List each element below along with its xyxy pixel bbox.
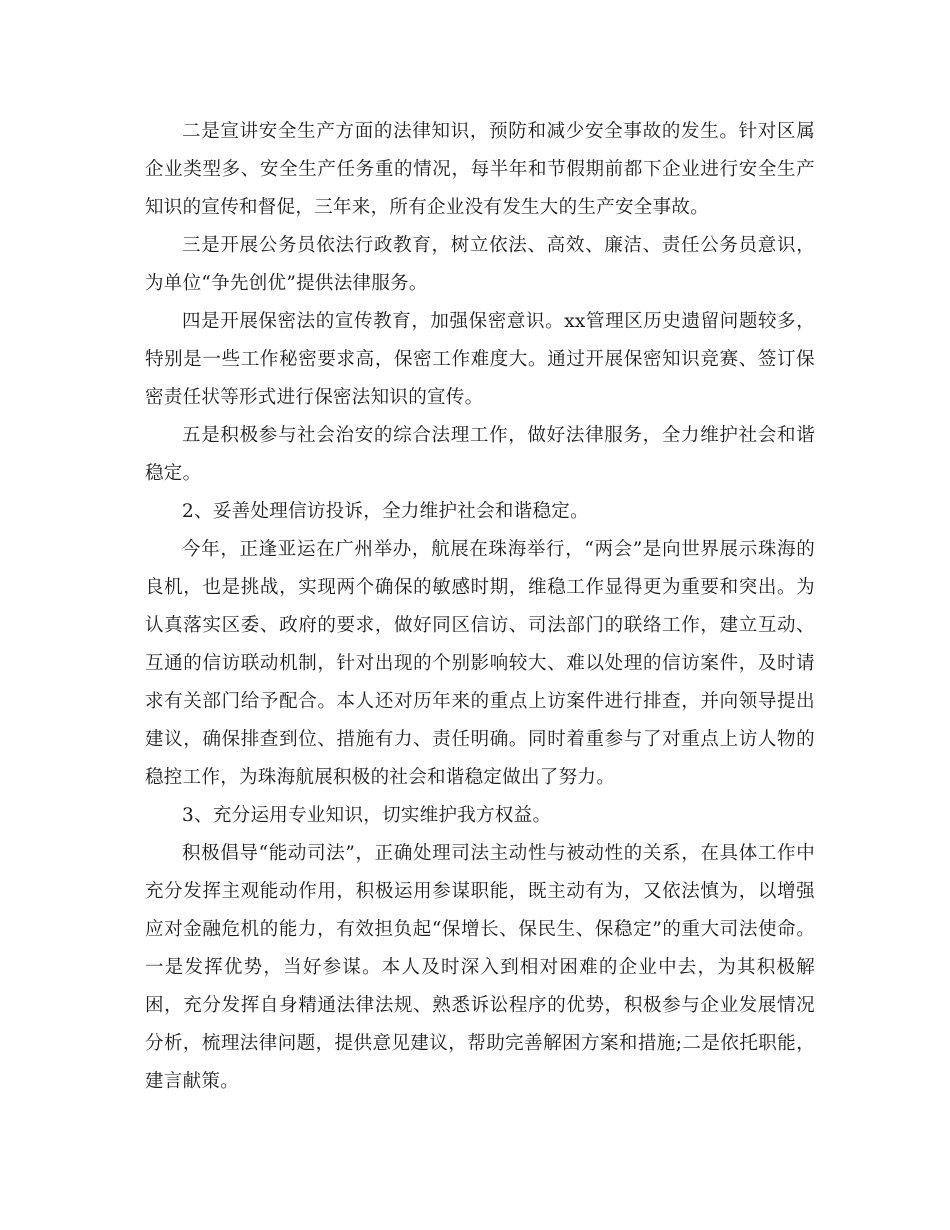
paragraph-petition-handling: 今年，正逢亚运在广州举办，航展在珠海举行，“两会”是向世界展示珠海的良机，也是挑战，实现两个确保的敏感时期，维稳工作显得更为重要和突出。为认真落实区委、政府的要求，做好同区信访、司法部门的联络工作，建立互动、互通的信访联动机制，针对出现的个别影响较大、难以处理的信访案件，及时请求有关部门给予配合。本人还对历年来的重点上访案件进行排查，并向领导提出建议，确保排查到位、措施有力、责任明确。同时着重参与了对重点上访人物的稳控工作，为珠海航展积极的社会和谐稳定做出了努力。 [145,539,815,788]
section-heading-2: 2、妥善处理信访投诉，全力维护社会和谐稳定。 [182,501,589,522]
paragraph-public-security: 五是积极参与社会治安的综合法理工作，做好法律服务，全力维护社会和谐稳定。 [145,425,815,484]
paragraph-civil-servant-education: 三是开展公务员依法行政教育，树立依法、高效、廉洁、责任公务员意识，为单位“争先创优”提供法律服务。 [145,235,815,294]
paragraph-active-judicature: 积极倡导“能动司法”，正确处理司法主动性与被动性的关系，在具体工作中充分发挥主观能动作用，积极运用参谋职能，既主动有为，又依法慎为，以增强应对金融危机的能力，有效担负起“保增长、保民生、保稳定”的重大司法使命。一是发挥优势，当好参谋。本人及时深入到相对困难的企业中去，为其积极解困，充分发挥自身精通法律法规、熟悉诉讼程序的优势，积极参与企业发展情况分析，梳理法律问题，提供意见建议，帮助完善解困方案和措施;二是依托职能，建言献策。 [145,843,815,1092]
section-heading-3: 3、充分运用专业知识，切实维护我方权益。 [182,805,552,826]
document-body [145,113,815,1101]
paragraph-legal-safety-production: 二是宣讲安全生产方面的法律知识，预防和减少安全事故的发生。针对区属企业类型多、安全生产任务重的情况，每半年和节假期前都下企业进行安全生产知识的宣传和督促，三年来，所有企业没有发生大的生产安全事故。 [145,121,815,218]
paragraph-confidentiality-law: 四是开展保密法的宣传教育，加强保密意识。xx管理区历史遗留问题较多，特别是一些工作秘密要求高，保密工作难度大。通过开展保密知识竞赛、签订保密责任状等形式进行保密法知识的宣传。 [145,311,815,408]
